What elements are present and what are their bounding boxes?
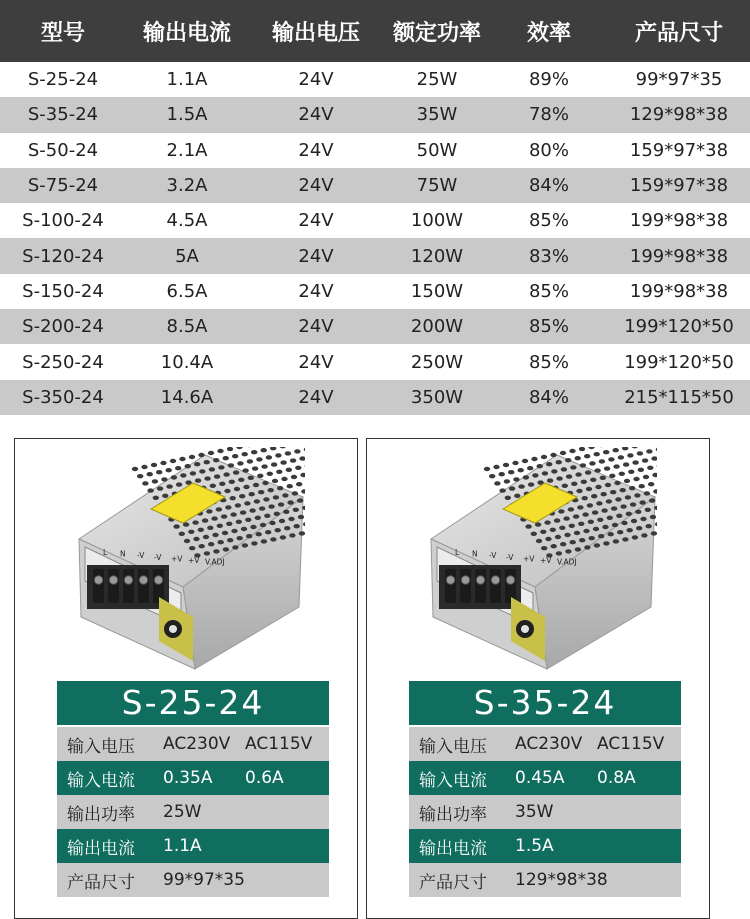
table-cell: 50W — [384, 140, 490, 161]
spec-label: 输出电流 — [409, 834, 509, 859]
table-cell: 78% — [490, 104, 608, 125]
table-cell: 129*98*38 — [608, 104, 750, 125]
table-cell: 35W — [384, 104, 490, 125]
header-cell-output-voltage: 输出电压 — [248, 16, 384, 47]
svg-text:+V: +V — [188, 556, 200, 565]
table-cell: S-25-24 — [0, 69, 126, 90]
table-row — [0, 168, 750, 203]
table-row — [0, 309, 750, 344]
spec-value: 99*97*35 — [157, 870, 241, 890]
table-cell: S-50-24 — [0, 140, 126, 161]
spec-row — [57, 829, 329, 863]
spec-value: 1.5A — [509, 836, 593, 856]
spec-value: AC230V — [509, 734, 593, 754]
spec-table — [0, 0, 750, 415]
table-cell: 25W — [384, 69, 490, 90]
table-cell: 8.5A — [126, 316, 248, 337]
table-cell: 120W — [384, 246, 490, 267]
card-spec-list — [57, 727, 329, 897]
spec-label: 输出功率 — [409, 800, 509, 825]
table-row — [0, 380, 750, 415]
svg-text:L: L — [103, 548, 108, 557]
table-cell: 24V — [248, 210, 384, 231]
table-cell: 83% — [490, 246, 608, 267]
table-cell: 200W — [384, 316, 490, 337]
table-cell: 24V — [248, 104, 384, 125]
card-spec-list — [409, 727, 681, 897]
table-cell: 199*120*50 — [608, 352, 750, 373]
svg-text:N: N — [472, 550, 478, 559]
power-supply-image — [407, 447, 657, 672]
table-cell: S-200-24 — [0, 316, 126, 337]
table-cell: 199*98*38 — [608, 246, 750, 267]
table-cell: 199*98*38 — [608, 281, 750, 302]
svg-text:-V: -V — [506, 553, 514, 562]
svg-text:-V: -V — [137, 551, 145, 560]
header-cell-rated-power: 额定功率 — [384, 16, 490, 47]
spec-row — [409, 795, 681, 829]
model-banner: S-35-24 — [409, 681, 681, 725]
table-cell: S-100-24 — [0, 210, 126, 231]
model-banner: S-25-24 — [57, 681, 329, 725]
table-cell: 85% — [490, 352, 608, 373]
table-cell: 24V — [248, 140, 384, 161]
table-cell: 80% — [490, 140, 608, 161]
table-cell: S-35-24 — [0, 104, 126, 125]
table-cell: 10.4A — [126, 352, 248, 373]
header-cell-size: 产品尺寸 — [608, 16, 750, 47]
spec-label: 产品尺寸 — [409, 868, 509, 893]
svg-text:+V: +V — [540, 556, 552, 565]
table-cell: 199*120*50 — [608, 316, 750, 337]
product-card-s-25-24 — [14, 438, 358, 919]
table-row — [0, 344, 750, 379]
spec-value: AC230V — [157, 734, 241, 754]
spec-row — [57, 795, 329, 829]
table-cell: 85% — [490, 281, 608, 302]
table-cell: S-350-24 — [0, 387, 126, 408]
spec-value: 35W — [509, 802, 593, 822]
svg-text:+V: +V — [171, 554, 183, 563]
spec-row — [57, 727, 329, 761]
table-body — [0, 62, 750, 415]
spec-label: 输入电流 — [57, 766, 157, 791]
spec-label: 输出功率 — [57, 800, 157, 825]
svg-text:L: L — [455, 548, 460, 557]
table-cell: 150W — [384, 281, 490, 302]
table-cell: 24V — [248, 352, 384, 373]
table-cell: 84% — [490, 175, 608, 196]
header-cell-output-current: 输出电流 — [126, 16, 248, 47]
table-cell: 159*97*38 — [608, 140, 750, 161]
header-cell-efficiency: 效率 — [490, 16, 608, 47]
table-cell: 350W — [384, 387, 490, 408]
table-cell: 3.2A — [126, 175, 248, 196]
table-cell: 24V — [248, 316, 384, 337]
table-cell: 89% — [490, 69, 608, 90]
spec-value: 129*98*38 — [509, 870, 593, 890]
spec-label: 输入电压 — [409, 732, 509, 757]
table-cell: 1.1A — [126, 69, 248, 90]
table-cell: 85% — [490, 316, 608, 337]
spec-row — [409, 863, 681, 897]
table-row — [0, 274, 750, 309]
spec-row — [57, 761, 329, 795]
power-supply-illustration — [407, 447, 657, 672]
spec-value: 0.8A — [593, 768, 636, 788]
spec-value: 0.35A — [157, 768, 241, 788]
table-cell: 199*98*38 — [608, 210, 750, 231]
table-cell: 85% — [490, 210, 608, 231]
power-supply-image — [55, 447, 305, 672]
table-cell: 4.5A — [126, 210, 248, 231]
table-cell: S-150-24 — [0, 281, 126, 302]
svg-text:V.ADJ: V.ADJ — [205, 558, 225, 567]
table-cell: 250W — [384, 352, 490, 373]
table-header-row — [0, 0, 750, 62]
table-cell: 6.5A — [126, 281, 248, 302]
table-row — [0, 238, 750, 273]
table-cell: 24V — [248, 281, 384, 302]
table-cell: 24V — [248, 246, 384, 267]
table-cell: S-75-24 — [0, 175, 126, 196]
table-cell: 215*115*50 — [608, 387, 750, 408]
table-cell: 159*97*38 — [608, 175, 750, 196]
table-cell: 2.1A — [126, 140, 248, 161]
spec-value: 0.6A — [241, 768, 284, 788]
table-cell: 5A — [126, 246, 248, 267]
table-cell: 84% — [490, 387, 608, 408]
svg-text:V.ADJ: V.ADJ — [557, 558, 577, 567]
header-cell-model: 型号 — [0, 16, 126, 47]
table-row — [0, 133, 750, 168]
svg-text:+V: +V — [523, 554, 535, 563]
spec-value: AC115V — [593, 734, 664, 754]
spec-value: AC115V — [241, 734, 312, 754]
svg-text:N: N — [120, 550, 126, 559]
spec-value: 25W — [157, 802, 241, 822]
table-cell: 99*97*35 — [608, 69, 750, 90]
table-cell: 24V — [248, 175, 384, 196]
svg-text:-V: -V — [154, 553, 162, 562]
spec-label: 输入电压 — [57, 732, 157, 757]
table-cell: 24V — [248, 387, 384, 408]
table-row — [0, 62, 750, 97]
svg-text:-V: -V — [489, 551, 497, 560]
table-row — [0, 97, 750, 132]
spec-row — [57, 863, 329, 897]
spec-label: 输入电流 — [409, 766, 509, 791]
table-cell: S-120-24 — [0, 246, 126, 267]
table-cell: 75W — [384, 175, 490, 196]
spec-label: 输出电流 — [57, 834, 157, 859]
spec-row — [409, 761, 681, 795]
spec-value: 1.1A — [157, 836, 241, 856]
spec-label: 产品尺寸 — [57, 868, 157, 893]
spec-row — [409, 829, 681, 863]
power-supply-illustration — [55, 447, 305, 672]
table-row — [0, 203, 750, 238]
spec-row — [409, 727, 681, 761]
table-cell: 1.5A — [126, 104, 248, 125]
table-cell: S-250-24 — [0, 352, 126, 373]
table-cell: 100W — [384, 210, 490, 231]
spec-value: 0.45A — [509, 768, 593, 788]
table-cell: 24V — [248, 69, 384, 90]
product-card-s-35-24 — [366, 438, 710, 919]
table-cell: 14.6A — [126, 387, 248, 408]
